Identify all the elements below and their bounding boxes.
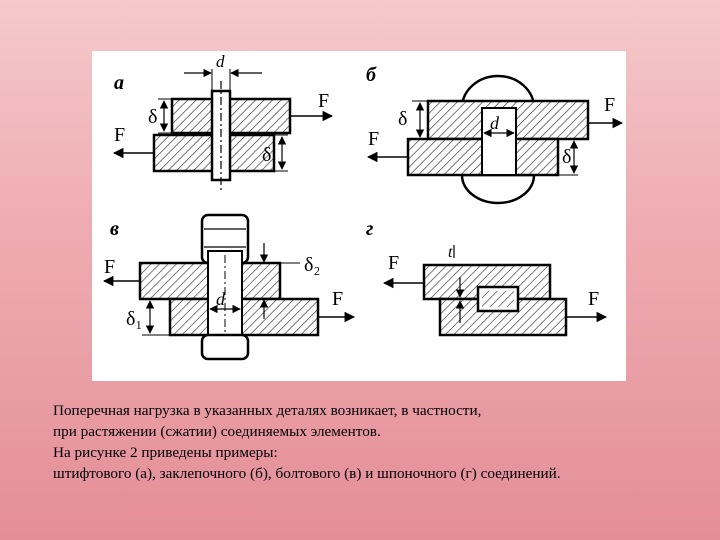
panel-v-bolt-head bbox=[202, 335, 248, 359]
panel-a-pin-joint bbox=[114, 52, 332, 191]
caption-line: штифтового (а), заклепочного (б), болтового (в) и шпоночного (г) соединений. bbox=[53, 465, 561, 482]
panel-b-rivet-head-bottom bbox=[462, 175, 534, 203]
panel-v-force-top: F bbox=[104, 256, 116, 278]
panel-a-delta-top: δ bbox=[148, 106, 158, 128]
panel-v-letter: в bbox=[110, 218, 119, 240]
panel-v-force-bottom: F bbox=[332, 288, 344, 310]
panel-b-force-top: F bbox=[604, 94, 616, 116]
panel-g-letter: г bbox=[366, 218, 374, 240]
panel-g-key-joint bbox=[366, 218, 606, 335]
panel-b-d-label: d bbox=[490, 113, 499, 133]
panel-b-letter: б bbox=[366, 64, 376, 86]
joint-diagrams-figure bbox=[92, 51, 626, 381]
panel-a-force-bottom: F bbox=[114, 124, 126, 146]
caption-line: На рисунке 2 приведены примеры: bbox=[53, 444, 278, 461]
panel-a-letter: а bbox=[114, 72, 124, 94]
panel-v-delta-2: δ₂ bbox=[304, 254, 321, 276]
panel-b-delta-bottom: δ bbox=[562, 146, 572, 168]
panel-g-t-label: t bbox=[448, 244, 453, 261]
panel-v-bolt-shank bbox=[208, 251, 242, 343]
caption-text bbox=[53, 400, 713, 484]
panel-v-delta-1: δ₁ bbox=[126, 308, 143, 330]
panel-a-force-top: F bbox=[318, 90, 330, 112]
caption-line: Поперечная нагрузка в указанных деталях возникает, в частности, bbox=[53, 402, 482, 419]
panel-a-delta-bottom: δ bbox=[262, 144, 272, 166]
panel-v-bottom-plate bbox=[170, 299, 318, 335]
panel-b-delta-top: δ bbox=[398, 108, 408, 130]
panel-b-rivet-joint bbox=[366, 64, 622, 203]
panel-b-force-bottom: F bbox=[368, 128, 380, 150]
panel-a-d-label: d bbox=[216, 52, 225, 71]
caption-line: при растяжении (сжатии) соединяемых элементов. bbox=[53, 423, 381, 440]
panel-b-rivet-shank bbox=[482, 108, 516, 175]
panel-v-bolt-joint bbox=[104, 215, 354, 359]
panel-g-force-top: F bbox=[388, 252, 400, 274]
panel-v-d-label: d bbox=[216, 289, 225, 309]
panel-g-force-bottom: F bbox=[588, 288, 600, 310]
